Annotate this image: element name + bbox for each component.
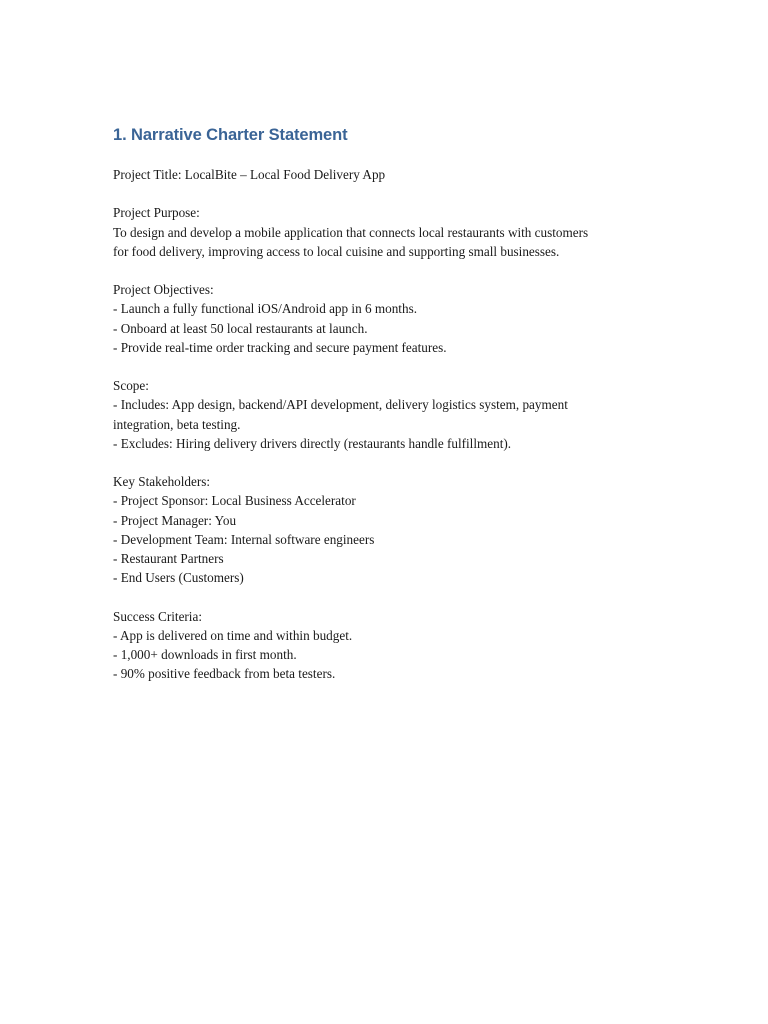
objective-item: - Provide real-time order tracking and secure payment features. — [113, 339, 447, 355]
project-title-block — [113, 165, 673, 184]
project-purpose-line: for food delivery, improving access to local cuisine and supporting small businesses. — [113, 243, 560, 259]
project-purpose-line: To design and develop a mobile application that connects local restaurants with customers — [113, 224, 589, 240]
stakeholder-item: - Restaurant Partners — [113, 551, 224, 566]
scope-label: Scope: — [113, 378, 149, 394]
key-stakeholders-block — [113, 472, 673, 587]
stakeholder-item: - End Users (Customers) — [113, 570, 244, 586]
document-page — [113, 124, 673, 703]
stakeholder-item: - Development Team: Internal software engineers — [113, 531, 375, 547]
success-criteria-item: - 90% positive feedback from beta testers. — [113, 666, 336, 682]
stakeholder-item: - Project Sponsor: Local Business Accelerator — [113, 493, 356, 509]
project-objectives-label: Project Objectives: — [113, 282, 214, 298]
key-stakeholders-label: Key Stakeholders: — [113, 474, 211, 490]
success-criteria-label: Success Criteria: — [113, 608, 202, 624]
project-purpose-label: Project Purpose: — [113, 205, 200, 221]
success-criteria-item: - 1,000+ downloads in first month. — [113, 647, 297, 662]
scope-line: - Excludes: Hiring delivery drivers directly (restaurants handle fulfillment). — [113, 435, 512, 451]
stakeholder-item: - Project Manager: You — [113, 512, 237, 528]
success-criteria-block — [113, 607, 673, 684]
scope-line: - Includes: App design, backend/API development, delivery logistics system, payment — [113, 397, 568, 413]
objective-item: - Launch a fully functional iOS/Android app in 6 months. — [113, 301, 417, 317]
success-criteria-item: - App is delivered on time and within budget. — [113, 627, 353, 643]
project-title: Project Title: LocalBite – Local Food Delivery App — [113, 167, 386, 182]
section-heading: 1. Narrative Charter Statement — [113, 126, 348, 144]
scope-block — [113, 376, 673, 453]
project-purpose-block — [113, 203, 673, 261]
project-objectives-block — [113, 280, 673, 357]
objective-item: - Onboard at least 50 local restaurants at launch. — [113, 320, 368, 336]
scope-line: integration, beta testing. — [113, 416, 241, 432]
